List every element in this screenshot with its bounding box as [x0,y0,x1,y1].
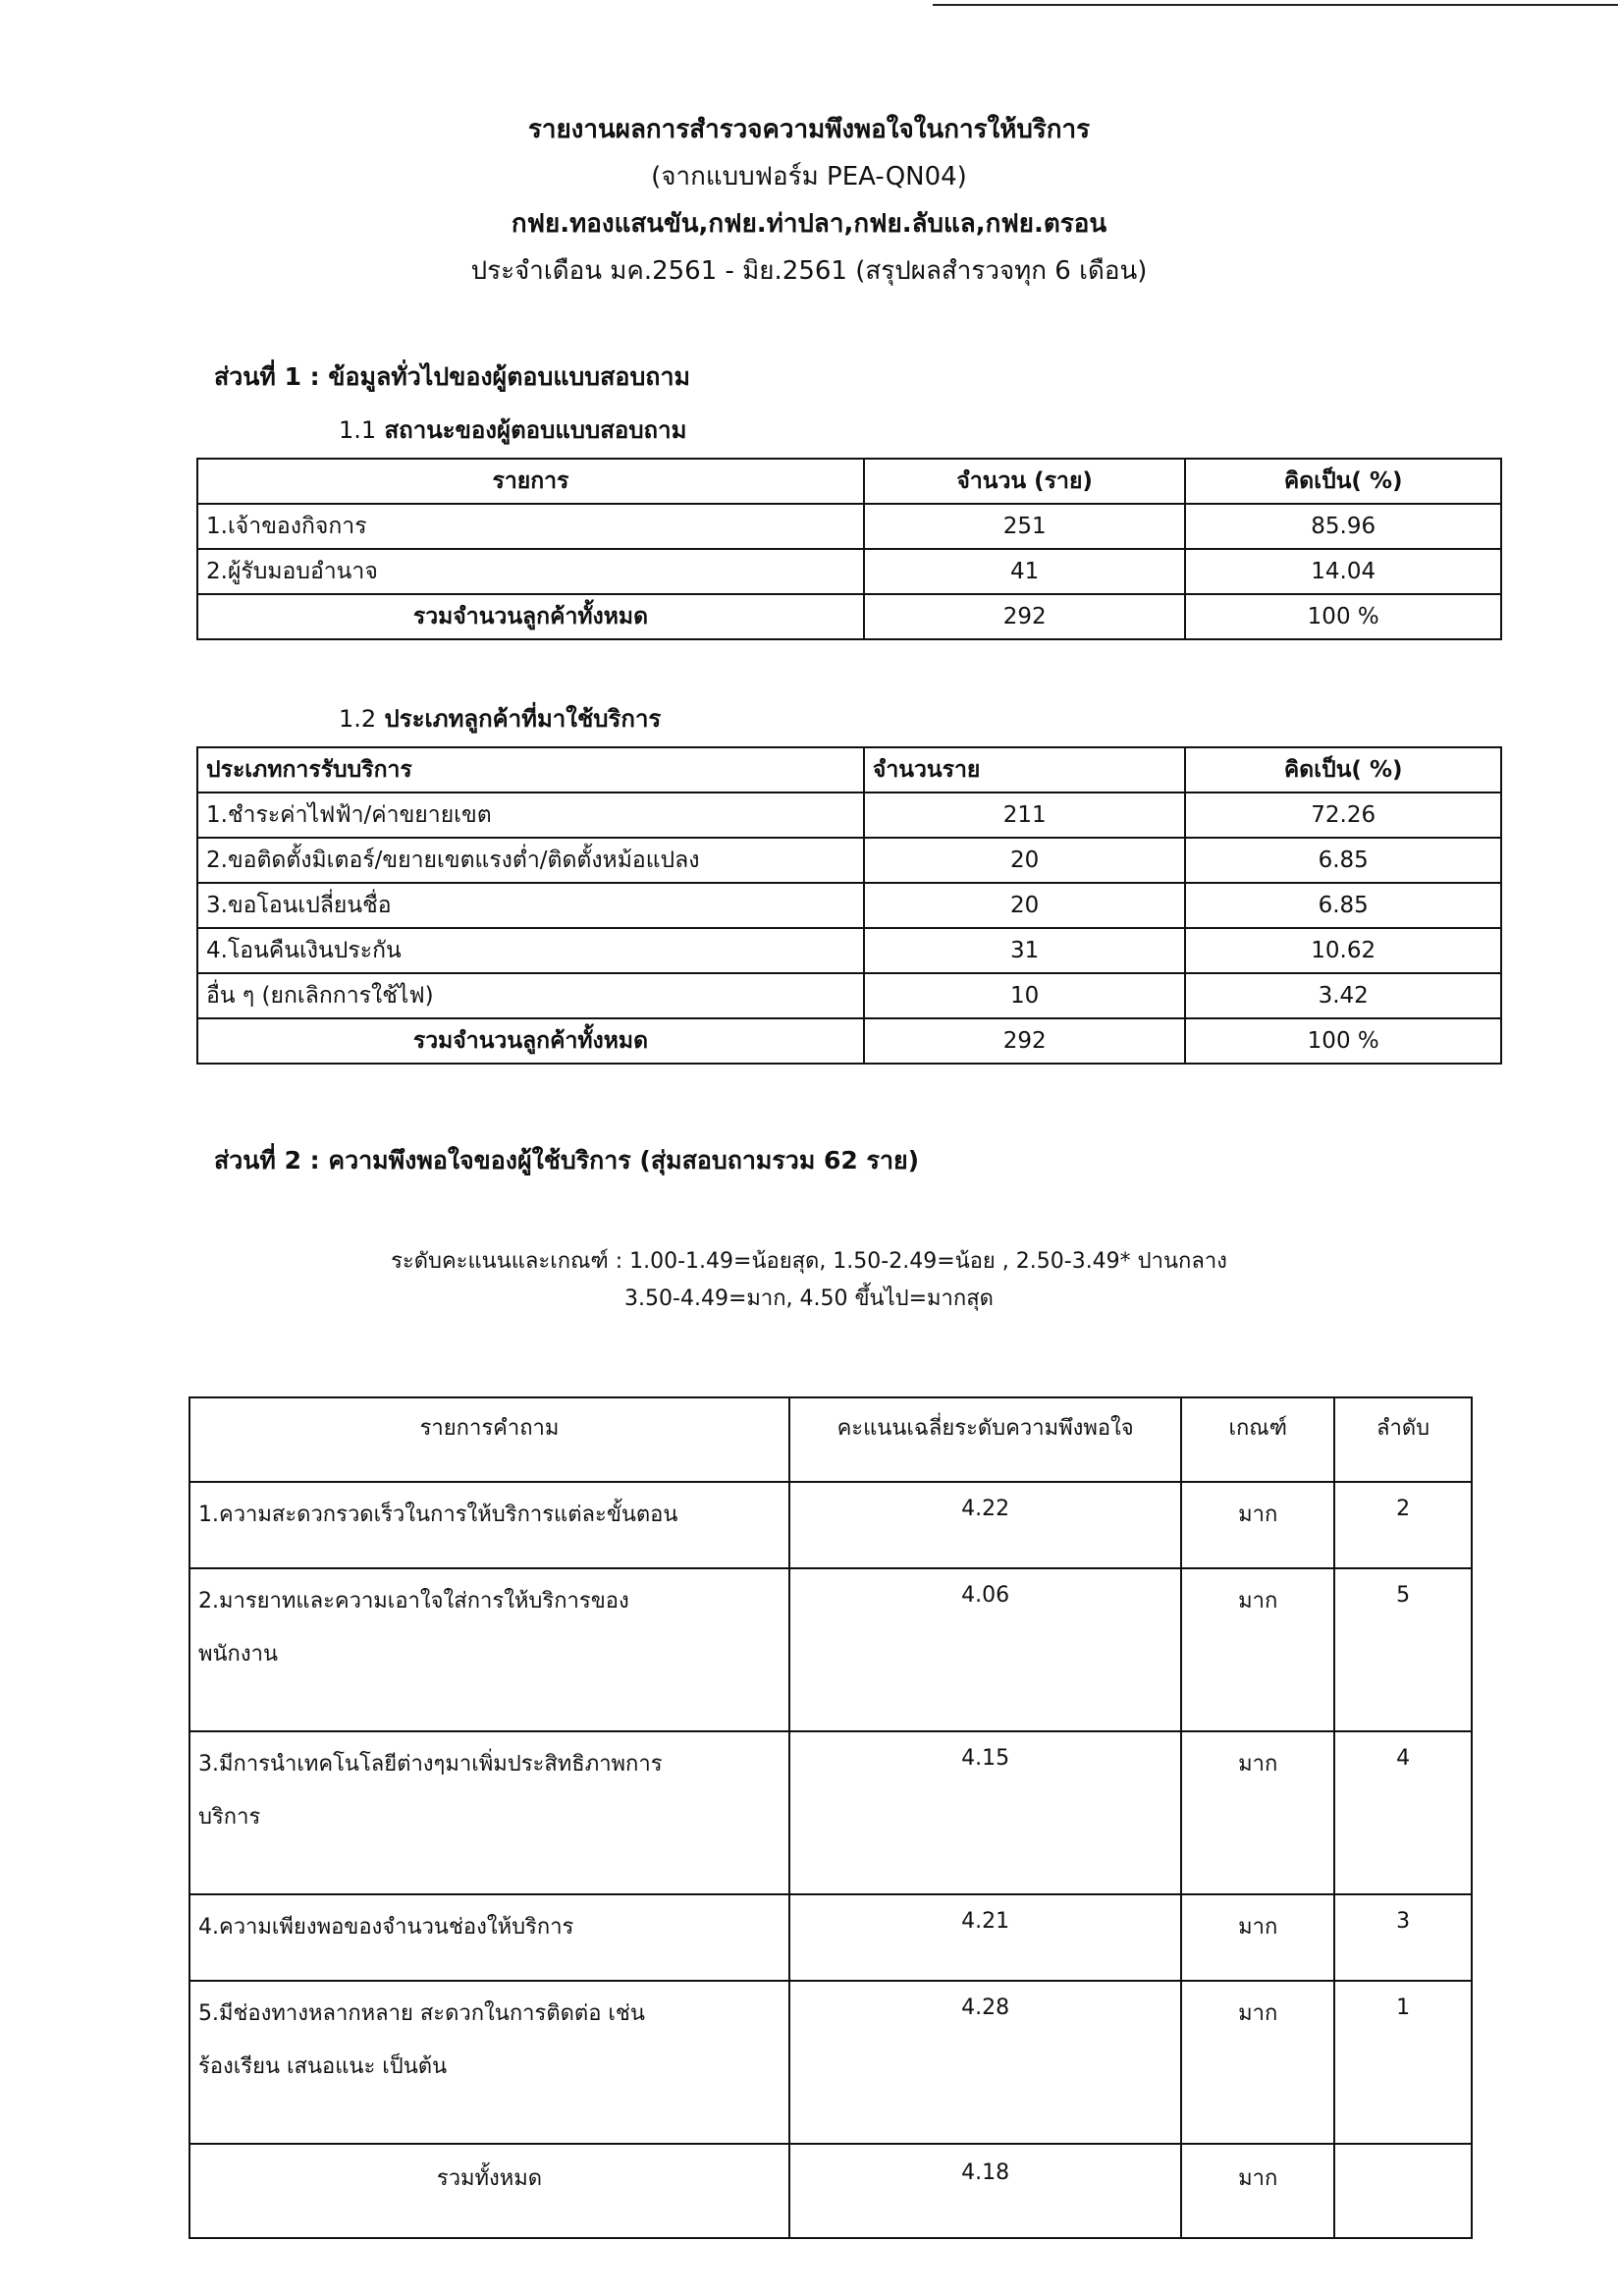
section-1-1-title [339,410,686,449]
row-percent: 85.96 [1185,504,1501,549]
total-label: รวมจำนวนลูกค้าทั้งหมด [197,594,864,639]
header-count: จำนวน (ราย) [864,459,1186,504]
report-form-code: (จากแบบฟอร์ม PEA-QN04) [651,162,967,191]
row-count: 20 [864,838,1186,883]
row-item: 1.เจ้าของกิจการ [197,504,864,549]
criteria-line: ระดับคะแนนและเกณฑ์ : 1.00-1.49=น้อยสุด, 1.50-2.49=น้อย , 2.50-3.49* ปานกลาง [391,1249,1227,1274]
total-rank [1334,2144,1472,2238]
row-rank: 5 [1334,1568,1472,1731]
table-row [189,1482,1472,1568]
row-rank: 1 [1334,1981,1472,2144]
question-text: 1.ความสะดวกรวดเร็วในการให้บริการแต่ละขั้นตอน [198,1503,678,1527]
report-title: รายงานผลการสำรวจความพึงพอใจในการให้บริการ [527,115,1091,144]
customer-type-table [196,746,1502,1065]
header-item: รายการ [197,459,864,504]
row-question [189,1731,789,1894]
row-percent: 72.26 [1185,793,1501,838]
section-1-2-title [339,699,661,738]
question-text-cont: ร้องเรียน เสนอแนะ เป็นต้น [198,2054,448,2079]
table-row [197,838,1501,883]
header-score: คะแนนเฉลี่ยระดับความพึงพอใจ [789,1397,1181,1482]
table-total-row [189,2144,1472,2238]
row-count: 31 [864,928,1186,973]
header-rank: ลำดับ [1334,1397,1472,1482]
table-total-row [197,594,1501,639]
table-header-row [189,1397,1472,1482]
top-rule [933,4,1618,6]
report-offices: กฟย.ทองแสนขัน,กฟย.ท่าปลา,กฟย.ลับแล,กฟย.ตรอน [511,209,1107,239]
row-item: 3.ขอโอนเปลี่ยนชื่อ [197,883,864,928]
row-question [189,1568,789,1731]
row-level: มาก [1181,1894,1334,1981]
table-row [197,883,1501,928]
row-question [189,1894,789,1981]
row-rank: 2 [1334,1482,1472,1568]
row-item: อื่น ๆ (ยกเลิกการใช้ไฟ) [197,973,864,1018]
row-level: มาก [1181,1482,1334,1568]
row-score: 4.28 [789,1981,1181,2144]
table-header-row [197,747,1501,793]
row-score: 4.15 [789,1731,1181,1894]
question-text-cont: บริการ [198,1805,261,1830]
row-rank: 3 [1334,1894,1472,1981]
question-text: 4.ความเพียงพอของจำนวนช่องให้บริการ [198,1915,574,1940]
row-item: 1.ชำระค่าไฟฟ้า/ค่าขยายเขต [197,793,864,838]
table-row [189,1568,1472,1731]
header-percent: คิดเป็น( %) [1185,459,1501,504]
total-score: 4.18 [789,2144,1181,2238]
row-percent: 10.62 [1185,928,1501,973]
header-question: รายการคำถาม [189,1397,789,1482]
question-text: 3.มีการนำเทคโนโลยีต่างๆมาเพิ่มประสิทธิภาพการ [198,1752,663,1777]
report-period: ประจำเดือน มค.2561 - มิย.2561 (สรุปผลสำรวจทุก 6 เดือน) [470,256,1148,286]
part1-title: ส่วนที่ 1 : ข้อมูลทั่วไปของผู้ตอบแบบสอบถาม [214,362,690,391]
table-row [197,928,1501,973]
table-row [197,504,1501,549]
row-score: 4.21 [789,1894,1181,1981]
total-percent: 100 % [1185,1018,1501,1064]
header-type: ประเภทการรับบริการ [197,747,864,793]
satisfaction-table [189,1396,1473,2239]
row-question [189,1981,789,2144]
row-count: 10 [864,973,1186,1018]
row-count: 20 [864,883,1186,928]
table-row [189,1731,1472,1894]
respondent-status-table [196,458,1502,640]
row-percent: 6.85 [1185,883,1501,928]
table-total-row [197,1018,1501,1064]
part2-title: ส่วนที่ 2 : ความพึงพอใจของผู้ใช้บริการ (สุ่มสอบถามรวม 62 ราย) [214,1146,920,1175]
section-label: ประเภทลูกค้าที่มาใช้บริการ [384,705,662,733]
row-item: 4.โอนคืนเงินประกัน [197,928,864,973]
row-count: 41 [864,549,1186,594]
table-row [189,1894,1472,1981]
question-text: 2.มารยาทและความเอาใจใส่การให้บริการของ [198,1589,629,1613]
total-label: รวมจำนวนลูกค้าทั้งหมด [197,1018,864,1064]
criteria-line: 3.50-4.49=มาก, 4.50 ขึ้นไป=มากสุด [624,1286,994,1311]
total-percent: 100 % [1185,594,1501,639]
section-number: 1.1 [339,416,377,444]
question-text-cont: พนักงาน [198,1642,278,1667]
table-row [197,549,1501,594]
question-text: 5.มีช่องทางหลากหลาย สะดวกในการติดต่อ เช่น [198,2001,645,2026]
header-level: เกณฑ์ [1181,1397,1334,1482]
row-question [189,1482,789,1568]
row-level: มาก [1181,1981,1334,2144]
report-header [0,106,1618,295]
row-count: 211 [864,793,1186,838]
row-item: 2.ขอติดตั้งมิเตอร์/ขยายเขตแรงต่ำ/ติดตั้งหม้อแปลง [197,838,864,883]
row-percent: 3.42 [1185,973,1501,1018]
table-row [197,793,1501,838]
total-label: รวมทั้งหมด [189,2144,789,2238]
row-item: 2.ผู้รับมอบอำนาจ [197,549,864,594]
table-row [189,1981,1472,2144]
row-level: มาก [1181,1568,1334,1731]
total-level: มาก [1181,2144,1334,2238]
total-count: 292 [864,1018,1186,1064]
section-label: สถานะของผู้ตอบแบบสอบถาม [384,416,687,444]
row-score: 4.22 [789,1482,1181,1568]
section-number: 1.2 [339,705,377,733]
row-rank: 4 [1334,1731,1472,1894]
row-count: 251 [864,504,1186,549]
row-percent: 14.04 [1185,549,1501,594]
row-level: มาก [1181,1731,1334,1894]
table-header-row [197,459,1501,504]
header-count: จำนวนราย [864,747,1186,793]
row-percent: 6.85 [1185,838,1501,883]
score-criteria [0,1243,1618,1318]
total-count: 292 [864,594,1186,639]
row-score: 4.06 [789,1568,1181,1731]
header-percent: คิดเป็น( %) [1185,747,1501,793]
table-row [197,973,1501,1018]
